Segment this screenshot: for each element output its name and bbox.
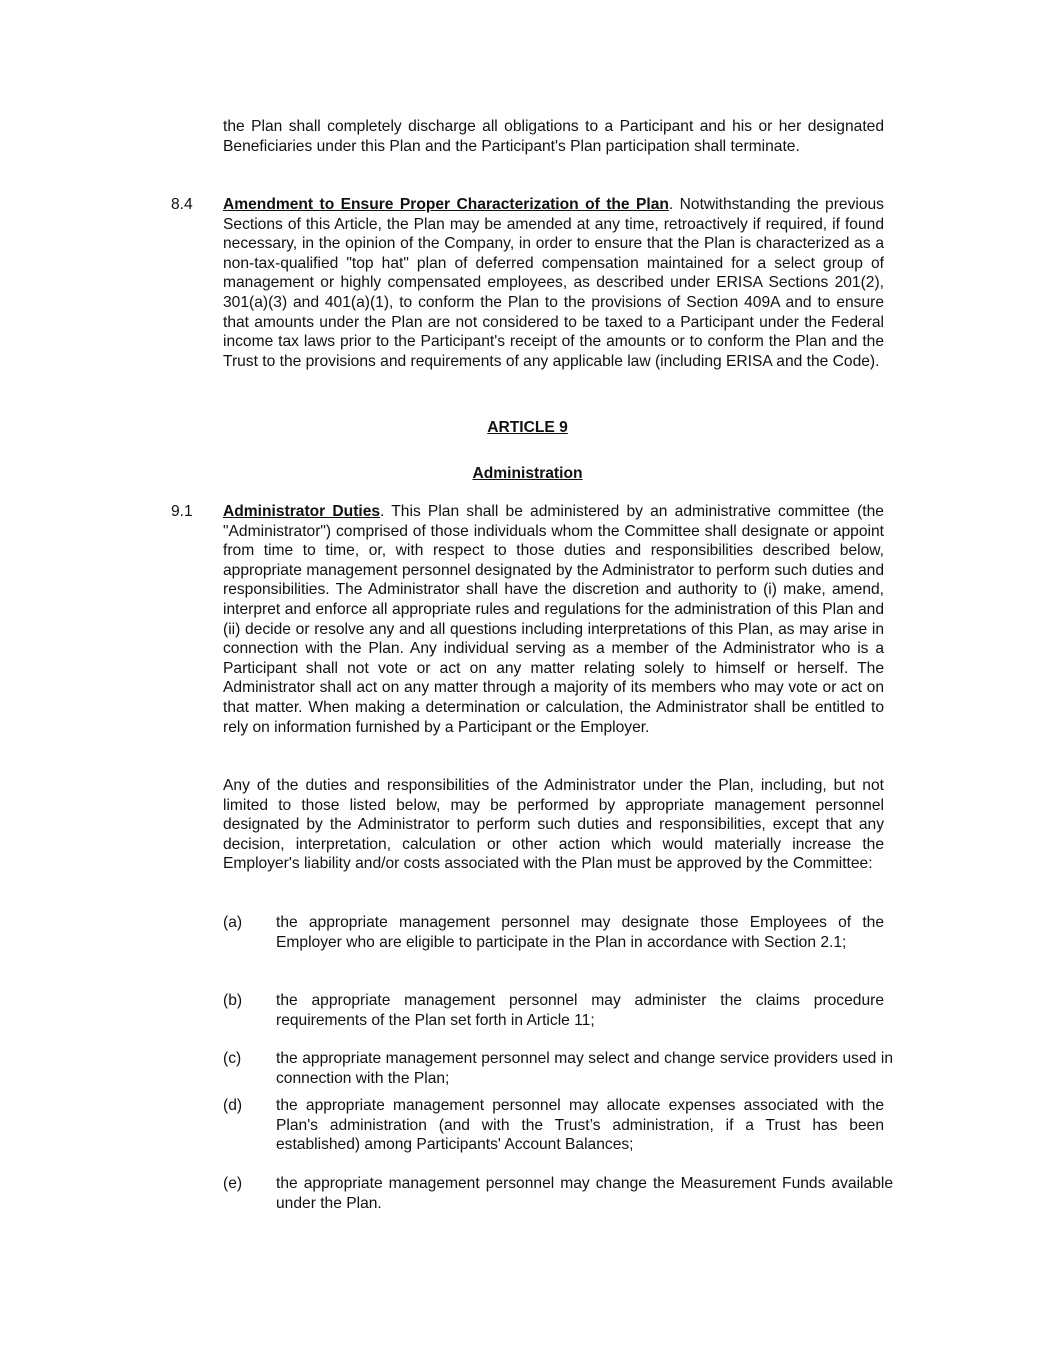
section-8-4-paragraph [223, 195, 884, 371]
section-9-1-paragraph [223, 502, 884, 737]
section-9-1-heading: Administrator Duties [223, 503, 381, 520]
continuation-paragraph: the Plan shall completely discharge all obligations to a Participant and his or her designated Beneficiaries under this Plan and the Participant's Plan participation shall terminate. [223, 118, 884, 155]
section-8-4-number: 8.4 [171, 196, 193, 213]
list-item-text: the appropriate management personnel may allocate expenses associated with the Plan's administration (and with the Trust’s administration, if a Trust has been established) among Participants' Account Balances; [276, 1097, 884, 1154]
section-9-1-number: 9.1 [171, 503, 193, 520]
list-item-text: the appropriate management personnel may administer the claims procedure requirements of the Plan set forth in Article 11; [276, 992, 884, 1029]
list-item-label: (e) [223, 1175, 243, 1192]
list-item-label: (c) [223, 1050, 242, 1067]
list-item-label: (b) [223, 992, 243, 1009]
list-item-label: (d) [223, 1097, 243, 1114]
section-9-1-paragraph-2: Any of the duties and responsibilities of the Administrator under the Plan, including, but not limited to those listed below, may be performed by appropriate management personnel designated by the Administrator to perform such duties and responsibilities, except that any decision, interpretation, calculation or other action which would materially increase the Employer's liability and/or costs associated with the Plan must be approved by the Committee: [223, 777, 884, 873]
section-8-4-text: . Notwithstanding the previous Sections of this Article, the Plan may be amended at any time, retroactively if required, if found necessary, in the opinion of the Company, in order to ensure that the Plan is characterized as a non-tax-qualified "top hat" plan of deferred compensation maintained for a select group of management or highly compensated employees, as described under ERISA Sections 201(2), 301(a)(3) and 401(a)(1), to conform the Plan to the provisions of Section 409A and to ensure that amounts under the Plan are not considered to be taxed to a Participant under the Federal income tax laws prior to the Participant's receipt of the amounts or to conform the Plan and the Trust to the provisions and requirements of any applicable law (including ERISA and the Code). [223, 196, 884, 370]
section-8-4-heading: Amendment to Ensure Proper Characterization of the Plan [223, 196, 669, 213]
list-item-text: the appropriate management personnel may designate those Employees of the Employer who are eligible to participate in the Plan in accordance with Section 2.1; [276, 914, 884, 951]
list-item-text: the appropriate management personnel may change the Measurement Funds available under the Plan. [276, 1175, 893, 1212]
article-subtitle: Administration [472, 465, 583, 482]
list-item-text: the appropriate management personnel may select and change service providers used in connection with the Plan; [276, 1050, 893, 1087]
list-item-label: (a) [223, 914, 243, 931]
article-title: ARTICLE 9 [487, 419, 568, 436]
section-9-1-text: . This Plan shall be administered by an administrative committee (the "Administrator") comprised of those individuals whom the Committee shall designate or appoint from time to time, or, with respect to those duties and responsibilities described below, appropriate management personnel designated by the Administrator to perform such duties and responsibilities. The Administrator shall have the discretion and authority to (i) make, amend, interpret and enforce all appropriate rules and regulations for the administration of this Plan and (ii) decide or resolve any and all questions including interpretations of this Plan, as may arise in connection with the Plan. Any individual serving as a member of the Administrator who is a Participant shall not vote or act on any matter relating solely to himself or herself. The Administrator shall act on any matter through a majority of its members who may vote or act on that matter. When making a determination or calculation, the Administrator shall be entitled to rely on information furnished by a Participant or the Employer. [223, 503, 884, 736]
